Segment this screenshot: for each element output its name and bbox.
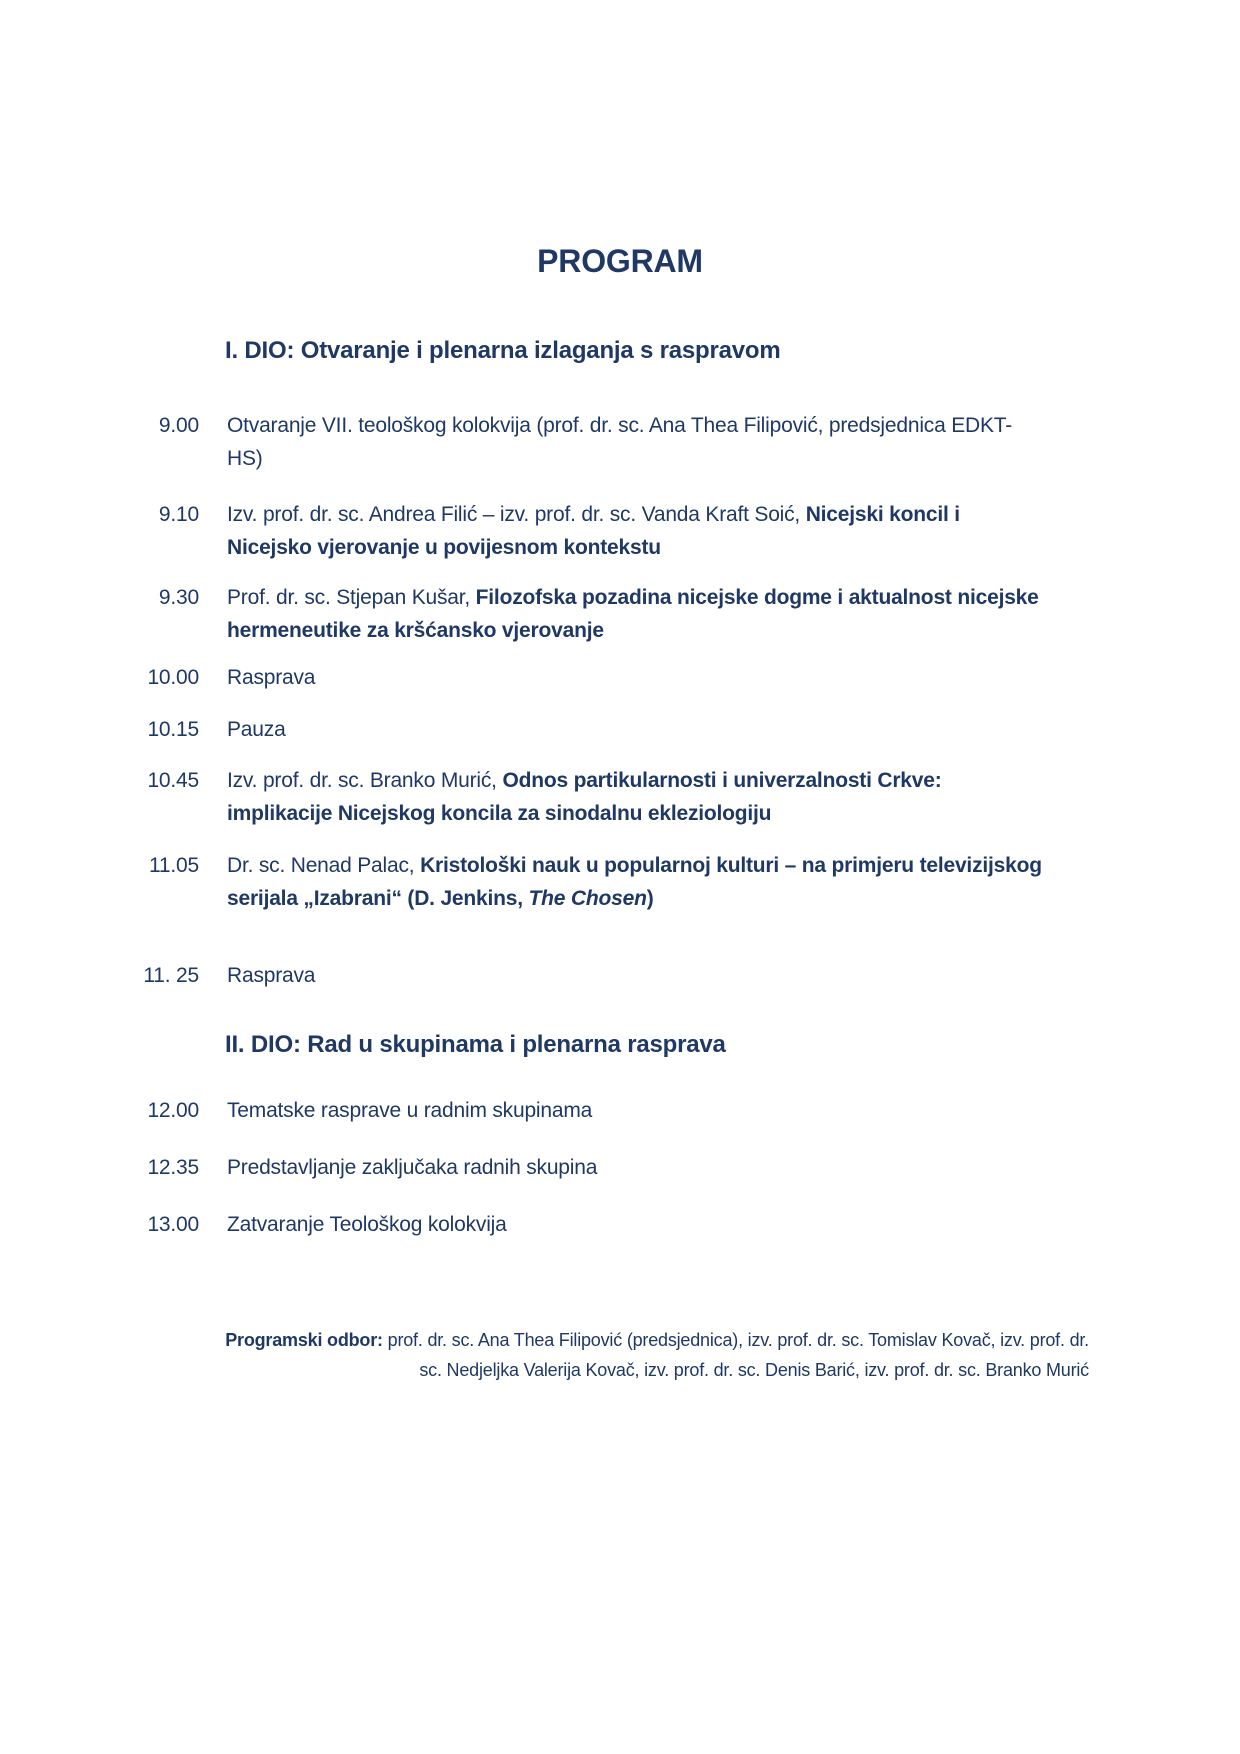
entry-content bbox=[227, 581, 1039, 647]
entry-time: 11.05 bbox=[149, 854, 199, 877]
text-segment: Prof. dr. sc. Stjepan Kušar, bbox=[227, 586, 476, 609]
document-title: PROGRAM bbox=[537, 243, 703, 279]
text-segment: ) bbox=[646, 887, 654, 910]
section-heading-part-1: I. DIO: Otvaranje i plenarna izlaganja s raspravom bbox=[225, 337, 781, 364]
entry-text-line bbox=[227, 797, 942, 830]
entry-content bbox=[227, 1151, 597, 1184]
text-segment: Tematske rasprave u radnim skupinama bbox=[227, 1099, 593, 1122]
entry-text-line bbox=[227, 959, 315, 992]
committee-line bbox=[129, 1355, 1089, 1385]
entry-content bbox=[227, 849, 1042, 915]
text-segment: Rasprava bbox=[227, 666, 316, 689]
entry-text-line bbox=[227, 882, 1042, 915]
text-segment: Odnos partikularnosti i univerzalnosti Crkve: bbox=[502, 769, 942, 792]
entry-time: 10.15 bbox=[147, 718, 199, 741]
text-segment: The Chosen bbox=[528, 887, 647, 910]
entry-time: 13.00 bbox=[147, 1213, 199, 1236]
entry-time: 11. 25 bbox=[143, 964, 199, 987]
committee-line bbox=[129, 1325, 1089, 1355]
entry-text-line bbox=[227, 531, 960, 564]
text-segment: Predstavljanje zaključaka radnih skupina bbox=[227, 1156, 598, 1179]
entry-content bbox=[227, 959, 315, 992]
entry-time: 9.00 bbox=[158, 414, 199, 437]
entry-text-line bbox=[227, 442, 1012, 475]
text-segment: HS) bbox=[227, 447, 263, 470]
text-segment: Izv. prof. dr. sc. Branko Murić, bbox=[227, 769, 503, 792]
entry-text-line bbox=[227, 1094, 592, 1127]
entry-text-line bbox=[227, 581, 1039, 614]
committee-label: Programski odbor: bbox=[225, 1330, 383, 1350]
entry-time: 12.00 bbox=[147, 1099, 199, 1122]
text-segment: Zatvaranje Teološkog kolokvija bbox=[227, 1213, 507, 1236]
text-segment: Dr. sc. Nenad Palac, bbox=[227, 854, 421, 877]
entry-content bbox=[227, 1094, 592, 1127]
entry-text-line bbox=[227, 614, 1039, 647]
entry-content bbox=[227, 409, 1012, 475]
entry-text-line bbox=[227, 409, 1012, 442]
committee-note bbox=[129, 1325, 1089, 1385]
entry-time: 9.30 bbox=[158, 586, 199, 609]
text-segment: Otvaranje VII. teološkog kolokvija (prof. dr. sc. Ana Thea Filipović, predsjednica EDKT- bbox=[227, 414, 1013, 437]
text-segment: serijala „Izabrani“ (D. Jenkins, bbox=[227, 887, 529, 910]
section-heading-part-2: II. DIO: Rad u skupinama i plenarna rasprava bbox=[225, 1031, 726, 1058]
entry-text-line bbox=[227, 1208, 507, 1241]
entry-text-line bbox=[227, 713, 286, 746]
entry-content bbox=[227, 764, 942, 830]
text-segment: Izv. prof. dr. sc. Andrea Filić – izv. prof. dr. sc. Vanda Kraft Soić, bbox=[227, 503, 806, 526]
entry-time: 10.00 bbox=[147, 666, 199, 689]
entry-time: 9.10 bbox=[158, 503, 199, 526]
entry-time: 10.45 bbox=[147, 769, 199, 792]
committee-members: sc. Nedjeljka Valerija Kovač, izv. prof. dr. sc. Denis Barić, izv. prof. dr. sc. Branko Murić bbox=[419, 1360, 1089, 1380]
entry-text-line bbox=[227, 849, 1042, 882]
text-segment: Nicejsko vjerovanje u povijesnom kontekstu bbox=[227, 536, 661, 559]
text-segment: Kristološki nauk u popularnoj kulturi – na primjeru televizijskog bbox=[420, 854, 1042, 877]
entry-text-line bbox=[227, 1151, 597, 1184]
text-segment: Pauza bbox=[227, 718, 286, 741]
entry-text-line bbox=[227, 498, 960, 531]
text-segment: hermeneutike za kršćansko vjerovanje bbox=[227, 619, 604, 642]
text-segment: Filozofska pozadina nicejske dogme i aktualnost nicejske bbox=[475, 586, 1039, 609]
entry-content bbox=[227, 498, 960, 564]
entry-time: 12.35 bbox=[147, 1156, 199, 1179]
entry-text-line bbox=[227, 661, 315, 694]
text-segment: Nicejski koncil i bbox=[805, 503, 960, 526]
entry-content bbox=[227, 713, 286, 746]
entry-text-line bbox=[227, 764, 942, 797]
entry-content bbox=[227, 661, 315, 694]
text-segment: Rasprava bbox=[227, 964, 316, 987]
committee-members: prof. dr. sc. Ana Thea Filipović (predsjednica), izv. prof. dr. sc. Tomislav Kovač, izv. prof. dr. bbox=[382, 1330, 1089, 1350]
text-segment: implikacije Nicejskog koncila za sinodalnu ekleziologiju bbox=[227, 802, 772, 825]
entry-content bbox=[227, 1208, 507, 1241]
